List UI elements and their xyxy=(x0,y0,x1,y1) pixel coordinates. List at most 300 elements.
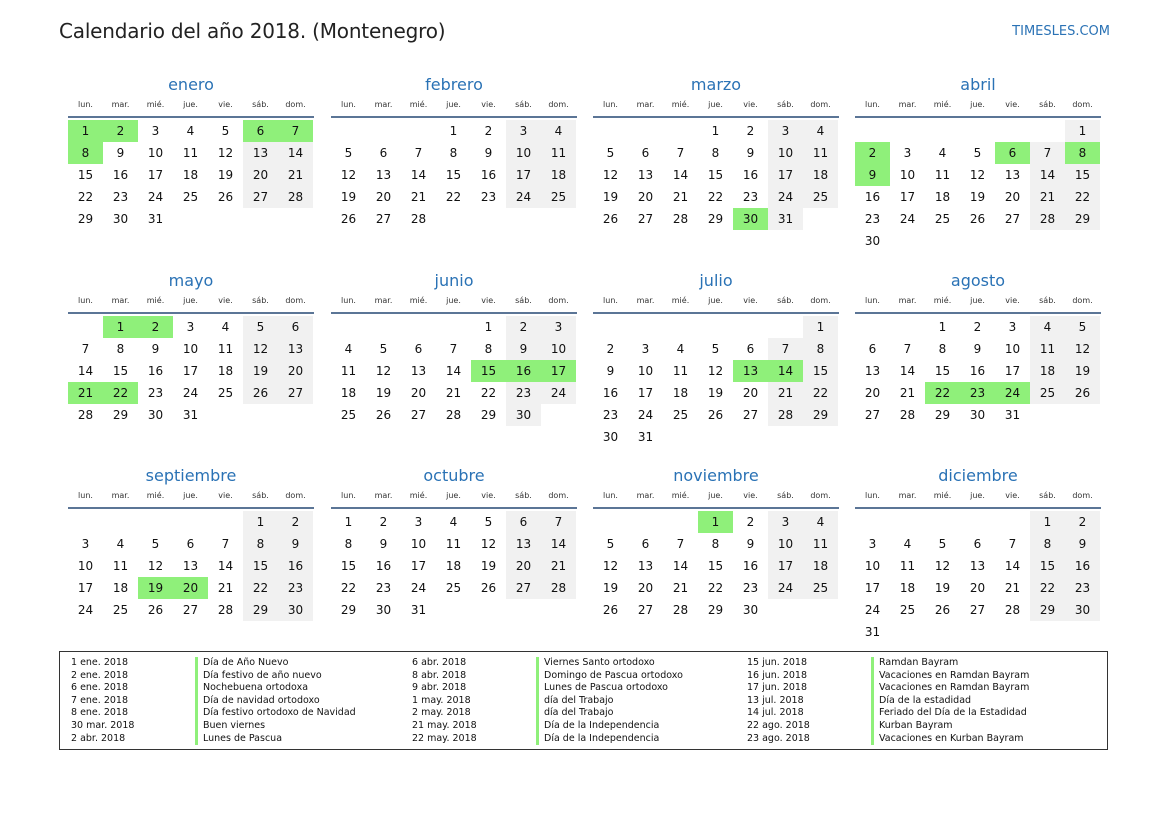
holiday-day-cell[interactable]: 8 xyxy=(68,142,103,164)
day-cell[interactable]: 3 xyxy=(151,124,160,138)
weekend-day-cell[interactable]: 30 xyxy=(1065,599,1100,621)
day-cell[interactable]: 19 xyxy=(707,386,724,400)
day-cell[interactable]: 22 xyxy=(445,190,462,204)
weekend-day-cell[interactable]: 27 xyxy=(506,577,541,599)
day-cell[interactable]: 2 xyxy=(484,124,493,138)
weekend-day-cell[interactable]: 20 xyxy=(278,360,313,382)
weekend-day-cell[interactable]: 18 xyxy=(1030,360,1065,382)
weekend-day-cell[interactable]: 1 xyxy=(243,511,278,533)
day-cell[interactable]: 23 xyxy=(742,190,759,204)
day-cell[interactable]: 13 xyxy=(1004,168,1021,182)
day-cell[interactable]: 31 xyxy=(637,430,654,444)
holiday-day-cell[interactable]: 2 xyxy=(103,120,138,142)
weekend-day-cell[interactable]: 25 xyxy=(541,186,576,208)
weekend-day-cell[interactable]: 1 xyxy=(1065,120,1100,142)
day-cell[interactable]: 15 xyxy=(707,168,724,182)
day-cell[interactable]: 2 xyxy=(606,342,615,356)
day-cell[interactable]: 4 xyxy=(449,515,458,529)
day-cell[interactable]: 9 xyxy=(606,364,615,378)
day-cell[interactable]: 5 xyxy=(221,124,230,138)
day-cell[interactable]: 29 xyxy=(480,408,497,422)
day-cell[interactable]: 17 xyxy=(77,581,94,595)
holiday-day-cell[interactable]: 16 xyxy=(506,360,541,382)
day-cell[interactable]: 19 xyxy=(340,190,357,204)
weekend-day-cell[interactable]: 26 xyxy=(1065,382,1100,404)
day-cell[interactable]: 27 xyxy=(182,603,199,617)
day-cell[interactable]: 24 xyxy=(899,212,916,226)
holiday-day-cell[interactable]: 20 xyxy=(173,577,208,599)
weekend-day-cell[interactable]: 30 xyxy=(506,404,541,426)
holiday-day-cell[interactable]: 17 xyxy=(541,360,576,382)
day-cell[interactable]: 29 xyxy=(112,408,129,422)
day-cell[interactable]: 21 xyxy=(672,190,689,204)
weekend-day-cell[interactable]: 27 xyxy=(278,382,313,404)
weekend-day-cell[interactable]: 20 xyxy=(243,164,278,186)
day-cell[interactable]: 4 xyxy=(676,342,685,356)
day-cell[interactable]: 2 xyxy=(973,320,982,334)
day-cell[interactable]: 14 xyxy=(217,559,234,573)
day-cell[interactable]: 23 xyxy=(480,190,497,204)
day-cell[interactable]: 9 xyxy=(151,342,160,356)
weekend-day-cell[interactable]: 11 xyxy=(803,142,838,164)
day-cell[interactable]: 3 xyxy=(903,146,912,160)
day-cell[interactable]: 29 xyxy=(340,603,357,617)
day-cell[interactable]: 11 xyxy=(112,559,129,573)
day-cell[interactable]: 13 xyxy=(182,559,199,573)
day-cell[interactable]: 26 xyxy=(602,603,619,617)
day-cell[interactable]: 11 xyxy=(217,342,234,356)
weekend-day-cell[interactable]: 29 xyxy=(243,599,278,621)
weekend-day-cell[interactable]: 29 xyxy=(1030,599,1065,621)
day-cell[interactable]: 1 xyxy=(344,515,353,529)
day-cell[interactable]: 29 xyxy=(707,603,724,617)
weekend-day-cell[interactable]: 2 xyxy=(506,316,541,338)
day-cell[interactable]: 12 xyxy=(480,537,497,551)
weekend-day-cell[interactable]: 7 xyxy=(541,511,576,533)
day-cell[interactable]: 14 xyxy=(899,364,916,378)
holiday-day-cell[interactable]: 6 xyxy=(243,120,278,142)
day-cell[interactable]: 10 xyxy=(147,146,164,160)
day-cell[interactable]: 30 xyxy=(864,234,881,248)
weekend-day-cell[interactable]: 12 xyxy=(243,338,278,360)
day-cell[interactable]: 10 xyxy=(77,559,94,573)
day-cell[interactable]: 31 xyxy=(182,408,199,422)
day-cell[interactable]: 13 xyxy=(864,364,881,378)
day-cell[interactable]: 4 xyxy=(221,320,230,334)
weekend-day-cell[interactable]: 25 xyxy=(1030,382,1065,404)
day-cell[interactable]: 12 xyxy=(934,559,951,573)
holiday-day-cell[interactable]: 6 xyxy=(995,142,1030,164)
day-cell[interactable]: 27 xyxy=(864,408,881,422)
day-cell[interactable]: 3 xyxy=(186,320,195,334)
day-cell[interactable]: 30 xyxy=(147,408,164,422)
day-cell[interactable]: 30 xyxy=(742,603,759,617)
day-cell[interactable]: 27 xyxy=(637,603,654,617)
day-cell[interactable]: 11 xyxy=(934,168,951,182)
day-cell[interactable]: 20 xyxy=(864,386,881,400)
day-cell[interactable]: 20 xyxy=(375,190,392,204)
day-cell[interactable]: 12 xyxy=(147,559,164,573)
day-cell[interactable]: 31 xyxy=(1004,408,1021,422)
day-cell[interactable]: 28 xyxy=(672,603,689,617)
weekend-day-cell[interactable]: 15 xyxy=(243,555,278,577)
day-cell[interactable]: 22 xyxy=(707,581,724,595)
day-cell[interactable]: 5 xyxy=(711,342,720,356)
day-cell[interactable]: 5 xyxy=(344,146,353,160)
day-cell[interactable]: 17 xyxy=(147,168,164,182)
day-cell[interactable]: 2 xyxy=(746,124,755,138)
weekend-day-cell[interactable]: 10 xyxy=(541,338,576,360)
holiday-day-cell[interactable]: 22 xyxy=(103,382,138,404)
day-cell[interactable]: 14 xyxy=(410,168,427,182)
day-cell[interactable]: 24 xyxy=(864,603,881,617)
day-cell[interactable]: 10 xyxy=(182,342,199,356)
day-cell[interactable]: 15 xyxy=(445,168,462,182)
day-cell[interactable]: 24 xyxy=(637,408,654,422)
day-cell[interactable]: 18 xyxy=(112,581,129,595)
day-cell[interactable]: 24 xyxy=(182,386,199,400)
day-cell[interactable]: 14 xyxy=(672,559,689,573)
weekend-day-cell[interactable]: 2 xyxy=(1065,511,1100,533)
weekend-day-cell[interactable]: 15 xyxy=(803,360,838,382)
weekend-day-cell[interactable]: 3 xyxy=(506,120,541,142)
weekend-day-cell[interactable]: 9 xyxy=(506,338,541,360)
day-cell[interactable]: 30 xyxy=(112,212,129,226)
day-cell[interactable]: 10 xyxy=(899,168,916,182)
day-cell[interactable]: 1 xyxy=(938,320,947,334)
holiday-day-cell[interactable]: 23 xyxy=(960,382,995,404)
day-cell[interactable]: 6 xyxy=(379,146,388,160)
day-cell[interactable]: 7 xyxy=(414,146,423,160)
day-cell[interactable]: 13 xyxy=(375,168,392,182)
day-cell[interactable]: 11 xyxy=(340,364,357,378)
weekend-day-cell[interactable]: 8 xyxy=(243,533,278,555)
weekend-day-cell[interactable]: 18 xyxy=(803,164,838,186)
day-cell[interactable]: 8 xyxy=(484,342,493,356)
day-cell[interactable]: 12 xyxy=(602,168,619,182)
day-cell[interactable]: 18 xyxy=(934,190,951,204)
day-cell[interactable]: 26 xyxy=(602,212,619,226)
weekend-day-cell[interactable]: 4 xyxy=(541,120,576,142)
day-cell[interactable]: 23 xyxy=(864,212,881,226)
weekend-day-cell[interactable]: 3 xyxy=(541,316,576,338)
weekend-day-cell[interactable]: 21 xyxy=(541,555,576,577)
weekend-day-cell[interactable]: 17 xyxy=(506,164,541,186)
day-cell[interactable]: 14 xyxy=(445,364,462,378)
day-cell[interactable]: 6 xyxy=(186,537,195,551)
day-cell[interactable]: 26 xyxy=(375,408,392,422)
weekend-day-cell[interactable]: 3 xyxy=(768,120,803,142)
day-cell[interactable]: 17 xyxy=(410,559,427,573)
day-cell[interactable]: 27 xyxy=(1004,212,1021,226)
day-cell[interactable]: 23 xyxy=(112,190,129,204)
day-cell[interactable]: 4 xyxy=(903,537,912,551)
weekend-day-cell[interactable]: 8 xyxy=(1030,533,1065,555)
day-cell[interactable]: 7 xyxy=(449,342,458,356)
day-cell[interactable]: 6 xyxy=(973,537,982,551)
day-cell[interactable]: 31 xyxy=(410,603,427,617)
day-cell[interactable]: 26 xyxy=(480,581,497,595)
day-cell[interactable]: 24 xyxy=(77,603,94,617)
day-cell[interactable]: 6 xyxy=(641,537,650,551)
day-cell[interactable]: 5 xyxy=(973,146,982,160)
day-cell[interactable]: 26 xyxy=(217,190,234,204)
day-cell[interactable]: 28 xyxy=(217,603,234,617)
weekend-day-cell[interactable]: 17 xyxy=(768,555,803,577)
site-link[interactable]: TIMESLES.COM xyxy=(1012,24,1110,39)
weekend-day-cell[interactable]: 7 xyxy=(768,338,803,360)
day-cell[interactable]: 28 xyxy=(445,408,462,422)
day-cell[interactable]: 19 xyxy=(602,581,619,595)
day-cell[interactable]: 11 xyxy=(445,537,462,551)
day-cell[interactable]: 10 xyxy=(637,364,654,378)
day-cell[interactable]: 31 xyxy=(864,625,881,639)
day-cell[interactable]: 29 xyxy=(934,408,951,422)
day-cell[interactable]: 9 xyxy=(379,537,388,551)
day-cell[interactable]: 25 xyxy=(182,190,199,204)
day-cell[interactable]: 9 xyxy=(484,146,493,160)
weekend-day-cell[interactable]: 16 xyxy=(278,555,313,577)
weekend-day-cell[interactable]: 15 xyxy=(1030,555,1065,577)
day-cell[interactable]: 29 xyxy=(707,212,724,226)
day-cell[interactable]: 26 xyxy=(340,212,357,226)
day-cell[interactable]: 22 xyxy=(707,190,724,204)
day-cell[interactable]: 9 xyxy=(746,146,755,160)
day-cell[interactable]: 12 xyxy=(340,168,357,182)
weekend-day-cell[interactable]: 17 xyxy=(768,164,803,186)
weekend-day-cell[interactable]: 7 xyxy=(1030,142,1065,164)
day-cell[interactable]: 3 xyxy=(641,342,650,356)
holiday-day-cell[interactable]: 14 xyxy=(768,360,803,382)
weekend-day-cell[interactable]: 21 xyxy=(278,164,313,186)
weekend-day-cell[interactable]: 3 xyxy=(768,511,803,533)
day-cell[interactable]: 4 xyxy=(938,146,947,160)
weekend-day-cell[interactable]: 21 xyxy=(768,382,803,404)
day-cell[interactable]: 12 xyxy=(217,146,234,160)
day-cell[interactable]: 2 xyxy=(379,515,388,529)
weekend-day-cell[interactable]: 9 xyxy=(278,533,313,555)
weekend-day-cell[interactable]: 28 xyxy=(1030,208,1065,230)
holiday-day-cell[interactable]: 1 xyxy=(103,316,138,338)
weekend-day-cell[interactable]: 11 xyxy=(1030,338,1065,360)
weekend-day-cell[interactable]: 15 xyxy=(1065,164,1100,186)
day-cell[interactable]: 16 xyxy=(112,168,129,182)
day-cell[interactable]: 25 xyxy=(899,603,916,617)
holiday-day-cell[interactable]: 7 xyxy=(278,120,313,142)
weekend-day-cell[interactable]: 18 xyxy=(541,164,576,186)
day-cell[interactable]: 15 xyxy=(340,559,357,573)
day-cell[interactable]: 20 xyxy=(969,581,986,595)
day-cell[interactable]: 28 xyxy=(1004,603,1021,617)
day-cell[interactable]: 10 xyxy=(410,537,427,551)
day-cell[interactable]: 23 xyxy=(375,581,392,595)
weekend-day-cell[interactable]: 27 xyxy=(243,186,278,208)
day-cell[interactable]: 27 xyxy=(375,212,392,226)
day-cell[interactable]: 20 xyxy=(410,386,427,400)
day-cell[interactable]: 1 xyxy=(484,320,493,334)
day-cell[interactable]: 17 xyxy=(864,581,881,595)
weekend-day-cell[interactable]: 24 xyxy=(541,382,576,404)
day-cell[interactable]: 3 xyxy=(868,537,877,551)
day-cell[interactable]: 23 xyxy=(602,408,619,422)
day-cell[interactable]: 12 xyxy=(375,364,392,378)
day-cell[interactable]: 7 xyxy=(81,342,90,356)
day-cell[interactable]: 6 xyxy=(746,342,755,356)
weekend-day-cell[interactable]: 14 xyxy=(278,142,313,164)
day-cell[interactable]: 28 xyxy=(672,212,689,226)
day-cell[interactable]: 5 xyxy=(151,537,160,551)
day-cell[interactable]: 28 xyxy=(77,408,94,422)
holiday-day-cell[interactable]: 2 xyxy=(855,142,890,164)
day-cell[interactable]: 7 xyxy=(676,537,685,551)
day-cell[interactable]: 8 xyxy=(116,342,125,356)
weekend-day-cell[interactable]: 24 xyxy=(768,577,803,599)
day-cell[interactable]: 3 xyxy=(1008,320,1017,334)
day-cell[interactable]: 16 xyxy=(480,168,497,182)
day-cell[interactable]: 21 xyxy=(1004,581,1021,595)
day-cell[interactable]: 15 xyxy=(934,364,951,378)
day-cell[interactable]: 14 xyxy=(77,364,94,378)
weekend-day-cell[interactable]: 22 xyxy=(803,382,838,404)
holiday-day-cell[interactable]: 2 xyxy=(138,316,173,338)
weekend-day-cell[interactable]: 22 xyxy=(1030,577,1065,599)
day-cell[interactable]: 5 xyxy=(379,342,388,356)
weekend-day-cell[interactable]: 22 xyxy=(1065,186,1100,208)
holiday-day-cell[interactable]: 22 xyxy=(925,382,960,404)
weekend-day-cell[interactable]: 23 xyxy=(506,382,541,404)
day-cell[interactable]: 13 xyxy=(637,559,654,573)
day-cell[interactable]: 17 xyxy=(1004,364,1021,378)
weekend-day-cell[interactable]: 20 xyxy=(506,555,541,577)
day-cell[interactable]: 7 xyxy=(1008,537,1017,551)
day-cell[interactable]: 2 xyxy=(746,515,755,529)
day-cell[interactable]: 18 xyxy=(217,364,234,378)
day-cell[interactable]: 16 xyxy=(742,559,759,573)
day-cell[interactable]: 1 xyxy=(449,124,458,138)
day-cell[interactable]: 18 xyxy=(899,581,916,595)
weekend-day-cell[interactable]: 5 xyxy=(1065,316,1100,338)
weekend-day-cell[interactable]: 5 xyxy=(243,316,278,338)
day-cell[interactable]: 13 xyxy=(969,559,986,573)
day-cell[interactable]: 25 xyxy=(340,408,357,422)
day-cell[interactable]: 20 xyxy=(637,190,654,204)
weekend-day-cell[interactable]: 6 xyxy=(278,316,313,338)
day-cell[interactable]: 24 xyxy=(410,581,427,595)
day-cell[interactable]: 4 xyxy=(344,342,353,356)
day-cell[interactable]: 20 xyxy=(1004,190,1021,204)
day-cell[interactable]: 26 xyxy=(969,212,986,226)
day-cell[interactable]: 21 xyxy=(672,581,689,595)
day-cell[interactable]: 15 xyxy=(707,559,724,573)
weekend-day-cell[interactable]: 28 xyxy=(278,186,313,208)
day-cell[interactable]: 20 xyxy=(742,386,759,400)
day-cell[interactable]: 17 xyxy=(899,190,916,204)
holiday-day-cell[interactable]: 1 xyxy=(68,120,103,142)
day-cell[interactable]: 23 xyxy=(742,581,759,595)
weekend-day-cell[interactable]: 9 xyxy=(1065,533,1100,555)
day-cell[interactable]: 25 xyxy=(217,386,234,400)
day-cell[interactable]: 1 xyxy=(711,124,720,138)
day-cell[interactable]: 19 xyxy=(934,581,951,595)
holiday-day-cell[interactable]: 8 xyxy=(1065,142,1100,164)
day-cell[interactable]: 5 xyxy=(606,537,615,551)
day-cell[interactable]: 12 xyxy=(707,364,724,378)
holiday-day-cell[interactable]: 24 xyxy=(995,382,1030,404)
weekend-day-cell[interactable]: 12 xyxy=(1065,338,1100,360)
weekend-day-cell[interactable]: 24 xyxy=(506,186,541,208)
weekend-day-cell[interactable]: 24 xyxy=(768,186,803,208)
weekend-day-cell[interactable]: 28 xyxy=(768,404,803,426)
weekend-day-cell[interactable]: 6 xyxy=(506,511,541,533)
day-cell[interactable]: 21 xyxy=(899,386,916,400)
day-cell[interactable]: 15 xyxy=(112,364,129,378)
weekend-day-cell[interactable]: 23 xyxy=(278,577,313,599)
day-cell[interactable]: 27 xyxy=(637,212,654,226)
day-cell[interactable]: 16 xyxy=(375,559,392,573)
day-cell[interactable]: 17 xyxy=(637,386,654,400)
weekend-day-cell[interactable]: 14 xyxy=(1030,164,1065,186)
weekend-day-cell[interactable]: 22 xyxy=(243,577,278,599)
weekend-day-cell[interactable]: 10 xyxy=(506,142,541,164)
weekend-day-cell[interactable]: 29 xyxy=(803,404,838,426)
weekend-day-cell[interactable]: 29 xyxy=(1065,208,1100,230)
day-cell[interactable]: 16 xyxy=(742,168,759,182)
day-cell[interactable]: 26 xyxy=(934,603,951,617)
day-cell[interactable]: 29 xyxy=(77,212,94,226)
day-cell[interactable]: 18 xyxy=(182,168,199,182)
holiday-day-cell[interactable]: 30 xyxy=(733,208,768,230)
day-cell[interactable]: 4 xyxy=(186,124,195,138)
day-cell[interactable]: 16 xyxy=(602,386,619,400)
weekend-day-cell[interactable]: 25 xyxy=(803,577,838,599)
weekend-day-cell[interactable]: 13 xyxy=(506,533,541,555)
day-cell[interactable]: 20 xyxy=(637,581,654,595)
day-cell[interactable]: 8 xyxy=(938,342,947,356)
day-cell[interactable]: 7 xyxy=(221,537,230,551)
holiday-day-cell[interactable]: 13 xyxy=(733,360,768,382)
day-cell[interactable]: 28 xyxy=(410,212,427,226)
day-cell[interactable]: 23 xyxy=(147,386,164,400)
weekend-day-cell[interactable]: 4 xyxy=(1030,316,1065,338)
day-cell[interactable]: 24 xyxy=(147,190,164,204)
day-cell[interactable]: 19 xyxy=(969,190,986,204)
day-cell[interactable]: 12 xyxy=(969,168,986,182)
weekend-day-cell[interactable]: 16 xyxy=(1065,555,1100,577)
day-cell[interactable]: 5 xyxy=(938,537,947,551)
day-cell[interactable]: 22 xyxy=(480,386,497,400)
day-cell[interactable]: 8 xyxy=(711,537,720,551)
day-cell[interactable]: 8 xyxy=(344,537,353,551)
day-cell[interactable]: 14 xyxy=(1004,559,1021,573)
weekend-day-cell[interactable]: 10 xyxy=(768,533,803,555)
day-cell[interactable]: 3 xyxy=(81,537,90,551)
day-cell[interactable]: 19 xyxy=(480,559,497,573)
day-cell[interactable]: 28 xyxy=(899,408,916,422)
weekend-day-cell[interactable]: 10 xyxy=(768,142,803,164)
day-cell[interactable]: 27 xyxy=(742,408,759,422)
day-cell[interactable]: 19 xyxy=(602,190,619,204)
weekend-day-cell[interactable]: 13 xyxy=(278,338,313,360)
day-cell[interactable]: 30 xyxy=(969,408,986,422)
day-cell[interactable]: 26 xyxy=(707,408,724,422)
day-cell[interactable]: 10 xyxy=(864,559,881,573)
weekend-day-cell[interactable]: 23 xyxy=(1065,577,1100,599)
day-cell[interactable]: 15 xyxy=(77,168,94,182)
weekend-day-cell[interactable]: 4 xyxy=(803,511,838,533)
day-cell[interactable]: 6 xyxy=(868,342,877,356)
holiday-day-cell[interactable]: 19 xyxy=(138,577,173,599)
day-cell[interactable]: 17 xyxy=(182,364,199,378)
